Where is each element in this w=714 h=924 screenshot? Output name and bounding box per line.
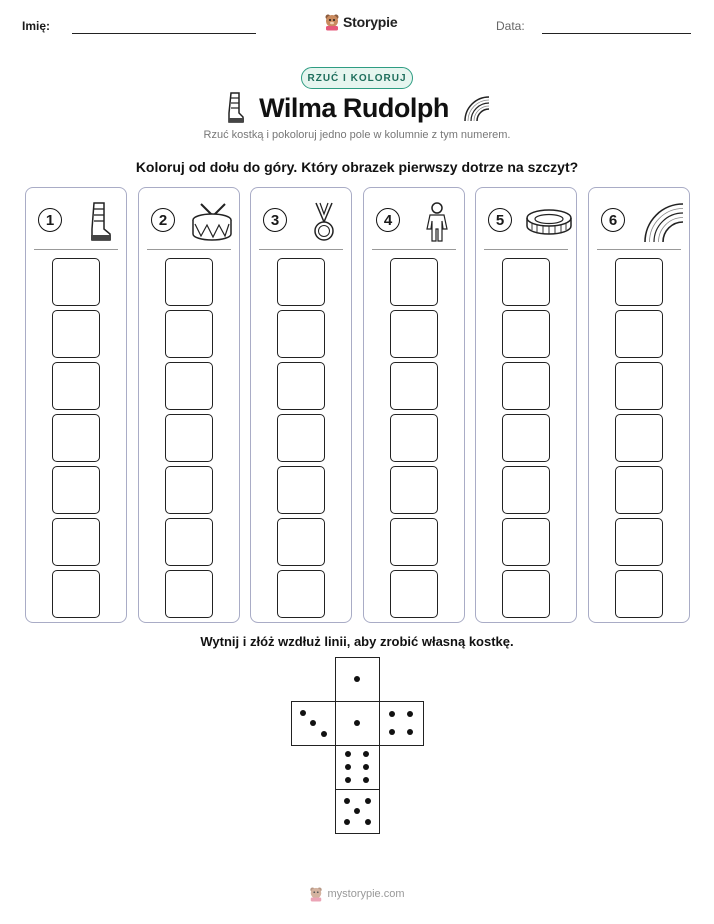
running-track-icon bbox=[637, 200, 687, 244]
color-cell[interactable] bbox=[165, 310, 213, 358]
color-cell[interactable] bbox=[277, 570, 325, 618]
column-header bbox=[597, 196, 681, 250]
column-header bbox=[484, 196, 568, 250]
column-header bbox=[34, 196, 118, 250]
running-track-icon bbox=[461, 93, 491, 123]
color-cell[interactable] bbox=[165, 414, 213, 462]
die-pip bbox=[365, 798, 371, 804]
color-cell[interactable] bbox=[502, 466, 550, 514]
die-face-6 bbox=[335, 745, 380, 790]
color-cell[interactable] bbox=[165, 570, 213, 618]
subtitle: Rzuć kostką i pokoloruj jedno pole w kolumnie z tym numerem. bbox=[203, 129, 511, 141]
die-pip bbox=[300, 710, 306, 716]
column-1 bbox=[25, 187, 127, 623]
footer bbox=[0, 886, 714, 902]
die-pip bbox=[354, 808, 360, 814]
column-number: 6 bbox=[601, 208, 625, 232]
die-pip bbox=[363, 764, 369, 770]
die-pip bbox=[363, 751, 369, 757]
column-header bbox=[147, 196, 231, 250]
die-pip bbox=[345, 777, 351, 783]
column-number: 4 bbox=[376, 208, 400, 232]
page-title: Wilma Rudolph bbox=[259, 92, 449, 123]
date-write-line[interactable] bbox=[542, 33, 691, 34]
leg-brace-icon bbox=[223, 91, 247, 125]
color-cell[interactable] bbox=[615, 518, 663, 566]
color-cell[interactable] bbox=[277, 362, 325, 410]
color-cell[interactable] bbox=[52, 518, 100, 566]
column-4 bbox=[363, 187, 465, 623]
die-face-3 bbox=[291, 701, 336, 746]
name-write-line[interactable] bbox=[72, 33, 256, 34]
leg-brace-icon bbox=[74, 200, 124, 244]
color-cell[interactable] bbox=[615, 310, 663, 358]
die-pip bbox=[354, 720, 360, 726]
die-pip bbox=[321, 731, 327, 737]
color-cell[interactable] bbox=[615, 414, 663, 462]
color-cell[interactable] bbox=[390, 570, 438, 618]
color-cell[interactable] bbox=[277, 414, 325, 462]
brand-name: Storypie bbox=[343, 14, 398, 30]
die-pip bbox=[345, 751, 351, 757]
color-cell[interactable] bbox=[52, 310, 100, 358]
column-2 bbox=[138, 187, 240, 623]
color-cell[interactable] bbox=[52, 414, 100, 462]
color-cell[interactable] bbox=[390, 310, 438, 358]
die-pip bbox=[310, 720, 316, 726]
die-face-5 bbox=[335, 789, 380, 834]
color-cell[interactable] bbox=[390, 258, 438, 306]
drum-icon bbox=[187, 200, 237, 244]
color-cell[interactable] bbox=[277, 310, 325, 358]
stadium-icon bbox=[524, 200, 574, 244]
color-cell[interactable] bbox=[390, 518, 438, 566]
color-cell[interactable] bbox=[615, 258, 663, 306]
color-cell[interactable] bbox=[52, 466, 100, 514]
instruction: Koloruj od dołu do góry. Który obrazek pierwszy dotrze na szczyt? bbox=[135, 159, 579, 175]
die-pip bbox=[389, 711, 395, 717]
color-cell[interactable] bbox=[502, 570, 550, 618]
title-row bbox=[0, 90, 714, 126]
column-header bbox=[259, 196, 343, 250]
activity-badge: RZUĆ I KOLORUJ bbox=[301, 67, 413, 89]
die-pip bbox=[389, 729, 395, 735]
color-cell[interactable] bbox=[390, 414, 438, 462]
name-label: Imię: bbox=[22, 19, 51, 33]
footer-url: mystorypie.com bbox=[327, 888, 405, 900]
die-face-4 bbox=[379, 701, 424, 746]
die-pip bbox=[363, 777, 369, 783]
die-pip bbox=[354, 676, 360, 682]
column-number: 2 bbox=[151, 208, 175, 232]
color-cell[interactable] bbox=[277, 258, 325, 306]
color-cell[interactable] bbox=[615, 570, 663, 618]
date-label: Data: bbox=[496, 19, 525, 33]
column-number: 1 bbox=[38, 208, 62, 232]
color-cell[interactable] bbox=[502, 518, 550, 566]
person-icon bbox=[412, 200, 462, 244]
column-number: 3 bbox=[263, 208, 287, 232]
color-cell[interactable] bbox=[277, 466, 325, 514]
color-cell[interactable] bbox=[52, 570, 100, 618]
column-6 bbox=[588, 187, 690, 623]
color-cell[interactable] bbox=[502, 310, 550, 358]
storypie-mascot-icon bbox=[324, 13, 340, 31]
die-face-1 bbox=[335, 701, 380, 746]
color-cell[interactable] bbox=[615, 362, 663, 410]
color-cell[interactable] bbox=[165, 466, 213, 514]
die-pip bbox=[344, 819, 350, 825]
cut-instruction: Wytnij i złóż wzdłuż linii, aby zrobić własną kostkę. bbox=[200, 634, 514, 649]
color-cell[interactable] bbox=[165, 258, 213, 306]
storypie-mascot-icon bbox=[309, 886, 323, 902]
color-cell[interactable] bbox=[277, 518, 325, 566]
column-header bbox=[372, 196, 456, 250]
die-face-1 bbox=[335, 657, 380, 702]
color-cell[interactable] bbox=[52, 258, 100, 306]
die-pip bbox=[407, 711, 413, 717]
color-cell[interactable] bbox=[502, 414, 550, 462]
brand-logo bbox=[324, 13, 397, 31]
die-pip bbox=[345, 764, 351, 770]
column-3 bbox=[250, 187, 352, 623]
die-pip bbox=[344, 798, 350, 804]
color-cell[interactable] bbox=[52, 362, 100, 410]
color-cell[interactable] bbox=[502, 258, 550, 306]
column-number: 5 bbox=[488, 208, 512, 232]
column-5 bbox=[475, 187, 577, 623]
die-pip bbox=[365, 819, 371, 825]
color-cell[interactable] bbox=[390, 362, 438, 410]
medal-icon bbox=[299, 200, 349, 244]
color-cell[interactable] bbox=[502, 362, 550, 410]
color-cell[interactable] bbox=[390, 466, 438, 514]
color-cell[interactable] bbox=[165, 362, 213, 410]
die-pip bbox=[407, 729, 413, 735]
color-cell[interactable] bbox=[615, 466, 663, 514]
color-cell[interactable] bbox=[165, 518, 213, 566]
